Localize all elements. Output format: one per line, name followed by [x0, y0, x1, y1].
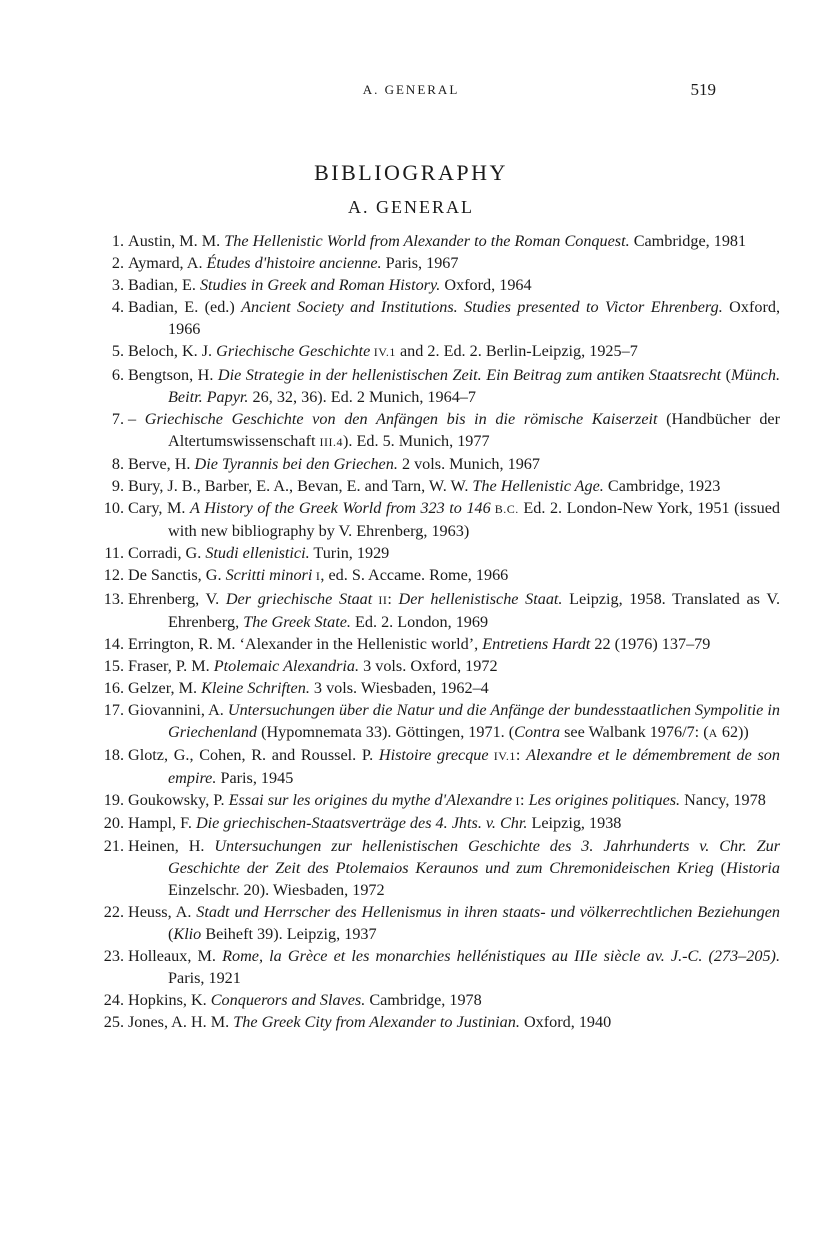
- entry-text: I: [312, 569, 321, 584]
- entry-text: Glotz, G., Cohen, R. and Roussel. P.: [128, 746, 379, 765]
- entry-title-text: Die Tyrannis bei den Griechen.: [194, 454, 398, 473]
- entry-text: Oxford, 1940: [519, 1013, 612, 1032]
- entry-title-text: Ptolemaic Alexandria.: [213, 656, 360, 675]
- entry-text: (: [713, 858, 727, 877]
- entry-text: IV.1: [488, 749, 516, 764]
- entry-title-text: Griechische Geschichte von den Anfängen bis in die römische Kaiserzeit: [144, 409, 658, 428]
- entry-title-text: Études d'histoire ancienne.: [206, 254, 382, 273]
- entry-number: 20.: [103, 814, 124, 833]
- bibliography-entry: [0, 989, 780, 1011]
- entry-text: and 2. Ed. 2. Berlin-Leipzig, 1925–7: [395, 342, 638, 361]
- entry-text: Einzelschr. 20). Wiesbaden, 1972: [168, 880, 385, 899]
- entry-text: Cary, M.: [128, 499, 191, 518]
- entry-text: Beiheft 39). Leipzig, 1937: [201, 924, 377, 943]
- bibliography-entry: [0, 296, 780, 340]
- bibliography-entry: [0, 230, 780, 252]
- entry-title-text: Klio: [173, 924, 202, 943]
- bibliography-entry: [0, 699, 780, 744]
- bibliography-entry: [0, 812, 780, 834]
- entry-number: 21.: [103, 836, 124, 855]
- page-number: 519: [690, 80, 716, 99]
- bibliography-entry: [0, 364, 780, 408]
- entry-title-text: The Greek City from Alexander to Justinian.: [233, 1013, 520, 1032]
- entry-text: Paris, 1921: [168, 969, 241, 988]
- entry-text: 3 vols. Oxford, 1972: [359, 656, 498, 675]
- entry-title-text: Kleine Schriften.: [201, 678, 310, 697]
- entry-title-text: Die griechischen-Staatsverträge des 4. Jhts. v. Chr.: [195, 814, 528, 833]
- entry-text: (Handbücher der Altertumswissenschaft: [168, 409, 780, 450]
- entry-text: I: [512, 794, 521, 809]
- bibliography-entry: [0, 453, 780, 475]
- entry-title-text: The Hellenistic Age.: [472, 477, 604, 496]
- entry-text: Hopkins, K.: [128, 991, 211, 1010]
- entry-text: Austin, M. M.: [128, 232, 225, 250]
- entry-number: 1.: [111, 232, 124, 250]
- entry-text: Gelzer, M.: [128, 678, 202, 697]
- entry-number: 11.: [104, 544, 124, 563]
- entry-text: Ed. 2. London, 1969: [350, 612, 489, 631]
- bibliography-entry: [0, 633, 780, 655]
- bibliography-entry: [0, 274, 780, 296]
- entry-text: Bury, J. B., Barber, E. A., Bevan, E. and Tarn, W. W.: [128, 477, 473, 496]
- entry-text: Goukowsky, P.: [128, 791, 229, 810]
- entry-text: Paris, 1945: [216, 769, 294, 788]
- entry-text: Heuss, A.: [128, 902, 197, 921]
- entry-number: 7.: [111, 409, 124, 428]
- entry-text: Jones, A. H. M.: [128, 1013, 234, 1032]
- entry-number: 9.: [111, 477, 124, 496]
- entry-text: Aymard, A.: [128, 254, 207, 273]
- entry-text: Beloch, K. J.: [128, 342, 217, 361]
- entry-text: Cambridge, 1978: [365, 991, 482, 1010]
- entry-number: 3.: [111, 276, 124, 295]
- entry-text: :: [515, 746, 527, 765]
- entry-title-text: Münch. Beitr. Papyr.: [168, 365, 780, 406]
- bibliography-entry: [0, 1011, 780, 1033]
- entry-title-text: The Greek State.: [243, 612, 351, 631]
- entry-title-text: Rome, la Grèce et les monarchies hellénistiques au IIIe siècle av. J.-C. (273–205).: [222, 947, 780, 965]
- bibliography-entry: [0, 835, 780, 901]
- bibliography-entry: [0, 475, 780, 497]
- bibliography-entry: [0, 542, 780, 564]
- entry-title-text: Der hellenistische Staat.: [398, 589, 563, 608]
- entry-text: II: [372, 592, 388, 607]
- entry-text: 62)): [717, 723, 749, 742]
- bibliography-entry: [0, 408, 780, 453]
- entry-text: A: [708, 726, 718, 741]
- entry-text: Leipzig, 1958. Translated as V. Ehrenberg,: [168, 589, 781, 631]
- running-title: A. GENERAL: [362, 82, 460, 97]
- entry-title-text: Entretiens Hardt: [482, 634, 591, 653]
- entry-text: Oxford, 1966: [168, 298, 780, 339]
- entry-text: Hampl, F.: [128, 814, 196, 833]
- entry-text: Corradi, G.: [128, 544, 206, 563]
- entry-number: 14.: [103, 634, 124, 653]
- bibliography-entry: [0, 564, 780, 587]
- entry-text: :: [387, 589, 399, 608]
- entry-text: Badian, E.: [128, 276, 200, 295]
- entry-title-text: Alexandre et le démembrement de son empire.: [168, 746, 780, 788]
- entry-title-text: A History of the Greek World from 323 to 146: [190, 499, 491, 518]
- bibliography-entry: [0, 497, 780, 542]
- entry-text: (: [721, 365, 731, 384]
- bibliography-entry: [0, 252, 780, 274]
- section-heading: A. GENERAL: [348, 197, 474, 217]
- entry-text: Bengtson, H.: [128, 365, 218, 384]
- entry-title-text: The Hellenistic World from Alexander to the Roman Conquest.: [224, 232, 630, 250]
- entry-text: IV.1: [370, 345, 396, 360]
- entry-text: 22 (1976) 137–79: [590, 634, 711, 653]
- entry-title-text: Der griechische Staat: [225, 589, 373, 608]
- bibliography-entry: [0, 945, 780, 989]
- entry-title-text: Contra: [514, 723, 561, 742]
- entry-number: 15.: [103, 656, 124, 675]
- entry-text: see Walbank 1976/7: (: [560, 723, 709, 742]
- entry-text: Leipzig, 1938: [527, 814, 622, 833]
- entry-text: (Hypomnemata 33). Göttingen, 1971. (: [257, 723, 515, 742]
- entry-number: 24.: [103, 991, 124, 1010]
- entry-title-text: Studies in Greek and Roman History.: [199, 276, 441, 295]
- entry-title-text: Ancient Society and Institutions. Studies presented to Victor Ehrenberg.: [241, 298, 723, 317]
- entry-text: Cambridge, 1981: [629, 232, 747, 250]
- entry-title-text: Untersuchungen über die Natur und die Anfänge der bundesstaatlichen Sympolitie in Griechenland: [168, 700, 780, 742]
- bibliography-entry: [0, 588, 780, 633]
- entry-title-text: Studi ellenistici.: [205, 544, 310, 563]
- entry-text: –: [128, 409, 145, 428]
- entry-title-text: Scritti minori: [225, 566, 313, 585]
- entry-number: 16.: [103, 678, 124, 697]
- entry-number: 8.: [111, 454, 124, 473]
- entry-title-text: Griechische Geschichte: [216, 342, 371, 361]
- entry-text: Ed. 2. London-New York, 1951 (issued with new bibliography by V. Ehrenberg, 1963): [168, 499, 780, 541]
- running-head: [0, 80, 822, 100]
- entry-number: 13.: [103, 589, 124, 608]
- entry-title-text: Untersuchungen zur hellenistischen Geschichte des 3. Jahrhunderts v. Chr. Zur Geschichte der Zeit des Ptolemaios Keraunos und zum Chremonideischen Krieg: [168, 836, 780, 877]
- entry-number: 25.: [103, 1013, 124, 1032]
- entry-text: III.4: [319, 434, 344, 449]
- bibliography-entry: [0, 789, 780, 812]
- entry-number: 17.: [103, 700, 124, 719]
- entry-number: 18.: [103, 746, 124, 765]
- page-title: BIBLIOGRAPHY: [314, 160, 508, 185]
- entry-text: Errington, R. M. ‘Alexander in the Hellenistic world’,: [128, 634, 483, 653]
- entry-number: 12.: [103, 566, 124, 585]
- entry-title-text: Essai sur les origines du mythe d'Alexandre: [228, 791, 513, 810]
- bibliography-entry: [0, 340, 780, 363]
- entry-number: 2.: [111, 254, 124, 273]
- entry-text: 3 vols. Wiesbaden, 1962–4: [309, 678, 489, 697]
- entry-number: 6.: [111, 365, 124, 384]
- entry-title-text: Conquerors and Slaves.: [210, 991, 366, 1010]
- entry-number: 23.: [103, 947, 124, 965]
- entry-title-text: Historia: [726, 858, 781, 877]
- entry-text: De Sanctis, G.: [128, 566, 226, 585]
- entry-text: B.C.: [490, 502, 519, 517]
- entry-text: Heinen, H.: [128, 836, 215, 855]
- entry-number: 10.: [103, 499, 124, 518]
- bibliography-entry: [0, 677, 780, 699]
- entry-text: Fraser, P. M.: [128, 656, 214, 675]
- entry-text: 26, 32, 36). Ed. 2 Munich, 1964–7: [248, 387, 476, 406]
- entry-text: ). Ed. 5. Munich, 1977: [343, 431, 490, 450]
- entry-text: Nancy, 1978: [680, 791, 766, 810]
- entry-number: 22.: [103, 902, 124, 921]
- entry-text: :: [520, 791, 529, 810]
- entry-title-text: Histoire grecque: [378, 746, 489, 765]
- entry-number: 19.: [103, 791, 124, 810]
- bibliography-entry: [0, 901, 780, 945]
- bibliography-entry: [0, 655, 780, 677]
- entry-text: (: [168, 924, 174, 943]
- entry-text: Badian, E. (ed.): [128, 298, 242, 317]
- entry-text: Ehrenberg, V.: [128, 589, 226, 608]
- entry-title-text: Les origines politiques.: [528, 791, 681, 810]
- entry-title-text: Stadt und Herrscher des Hellenismus in ihren staats- und völkerrechtlichen Beziehungen: [196, 902, 780, 921]
- entry-text: Holleaux, M.: [128, 947, 223, 965]
- entry-text: Cambridge, 1923: [603, 477, 721, 496]
- entry-text: , ed. S. Accame. Rome, 1966: [320, 566, 509, 585]
- bibliography-entry: [0, 744, 780, 789]
- entry-title-text: Die Strategie in der hellenistischen Zeit. Ein Beitrag zum antiken Staatsrecht: [217, 365, 722, 384]
- entry-text: Oxford, 1964: [440, 276, 532, 295]
- entry-number: 5.: [111, 342, 124, 361]
- entry-text: Turin, 1929: [309, 544, 390, 563]
- entry-text: 2 vols. Munich, 1967: [397, 454, 540, 473]
- entry-text: Paris, 1967: [381, 254, 459, 273]
- entry-number: 4.: [111, 298, 124, 317]
- entry-text: Berve, H.: [128, 454, 195, 473]
- bibliography-list: [0, 230, 822, 1033]
- entry-text: Giovannini, A.: [128, 700, 228, 719]
